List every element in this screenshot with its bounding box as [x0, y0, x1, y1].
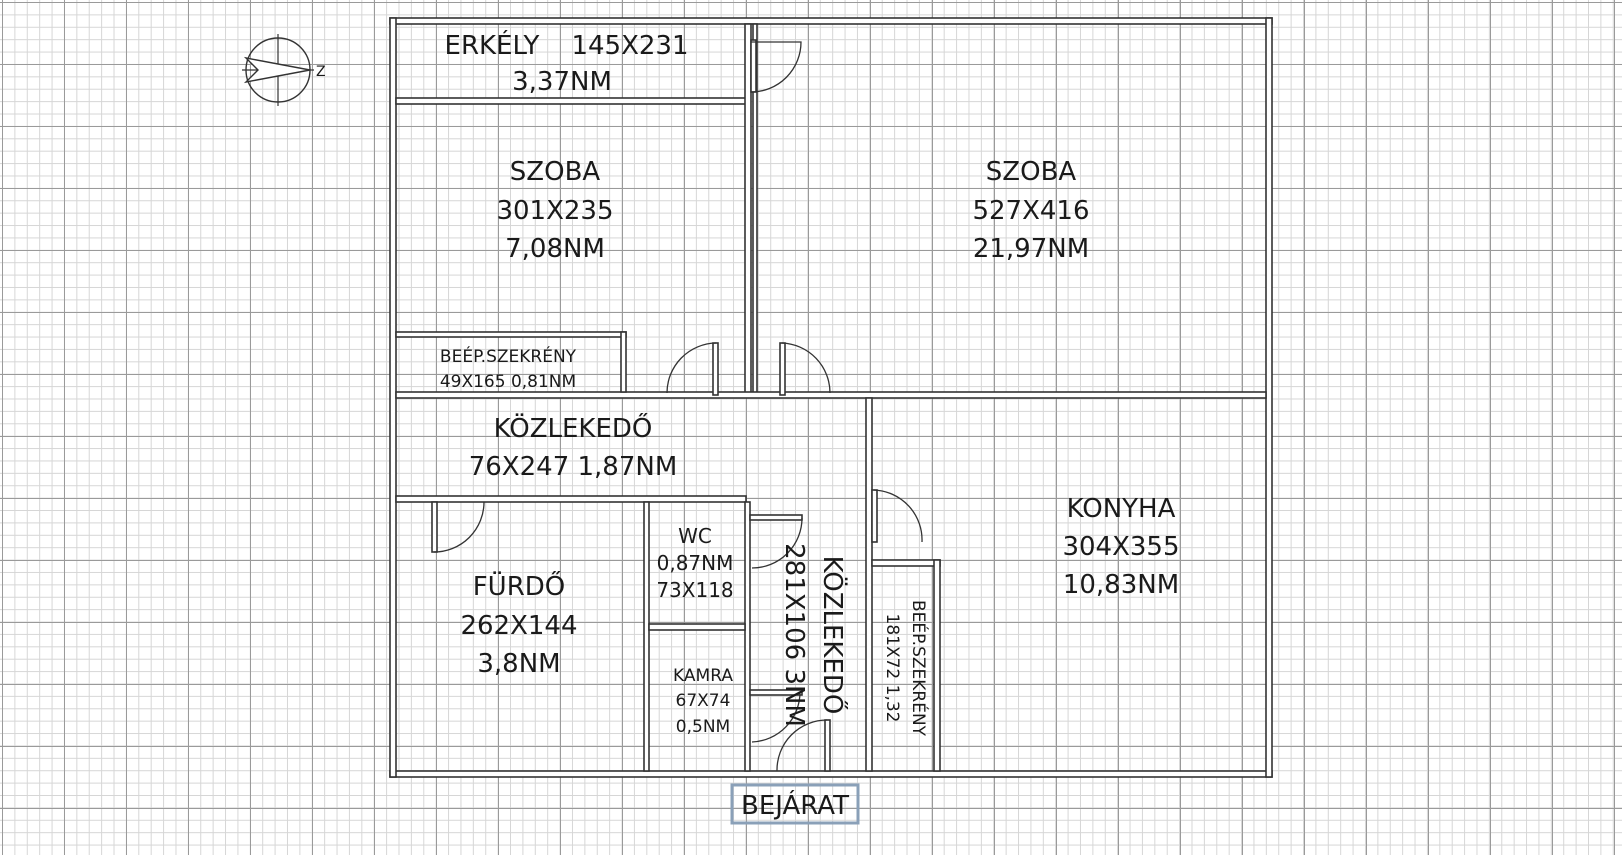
- outer-wall-right: [1266, 18, 1272, 777]
- wall-above-hallway: [396, 392, 1266, 398]
- wc-name: WC: [678, 524, 712, 548]
- door-large-room: [780, 343, 830, 395]
- corridor-name: KÖZLEKEDŐ: [817, 555, 847, 715]
- outer-wall-left: [390, 18, 396, 777]
- pantry-area: 0,5NM: [675, 717, 731, 737]
- side-closet-top: [872, 560, 940, 566]
- kitchen-name: KONYHA: [1066, 494, 1176, 524]
- room-labels: [440, 29, 1180, 737]
- bathroom-area: 3,8NM: [477, 649, 561, 679]
- closet-top-wall: [396, 332, 626, 337]
- hallway-info: 76X247 1,87NM: [468, 452, 678, 482]
- pantry-name: KAMRA: [673, 666, 733, 686]
- large-room-size: 527X416: [972, 196, 1090, 226]
- wall-wc-corridor: [745, 502, 750, 771]
- closet-side-wall: [621, 332, 626, 392]
- pantry-size: 67X74: [675, 691, 731, 711]
- compass: [242, 34, 326, 106]
- kitchen-area: 10,83NM: [1062, 570, 1180, 600]
- outer-wall-top: [390, 18, 1272, 24]
- outer-wall-bottom: [390, 771, 1272, 777]
- bathroom-name: FÜRDŐ: [472, 572, 566, 602]
- large-room-name: SZOBA: [985, 157, 1077, 187]
- entrance-marker: [732, 785, 858, 823]
- hallway-name: KÖZLEKEDŐ: [493, 414, 653, 444]
- small-room-name: SZOBA: [509, 157, 601, 187]
- balcony-name: ERKÉLY: [444, 31, 540, 61]
- compass-letter: Z: [316, 64, 326, 80]
- balcony-area: 3,37NM: [512, 67, 612, 97]
- large-room-area: 21,97NM: [972, 234, 1090, 264]
- balcony-wall: [396, 98, 750, 104]
- wall-wc-pantry: [649, 624, 745, 630]
- small-room-area: 7,08NM: [505, 234, 605, 264]
- door-bathroom: [432, 502, 484, 552]
- bathroom-size: 262X144: [460, 611, 578, 641]
- wc-size: 73X118: [656, 578, 734, 602]
- door-small-room: [667, 343, 718, 395]
- corridor-info: 281X106 3NM: [779, 543, 809, 727]
- hallway-bottom-wall: [396, 496, 746, 502]
- entrance-label: BEJÁRAT: [741, 791, 849, 821]
- door-balcony: [751, 40, 801, 92]
- closet-top-info: 49X165 0,81NM: [439, 372, 577, 392]
- closet-side-info: 181X72 1,32: [882, 613, 902, 723]
- door-kitchen: [872, 490, 922, 542]
- small-room-size: 301X235: [496, 196, 614, 226]
- side-closet-right: [934, 560, 940, 771]
- closet-top-name: BEÉP.SZEKRÉNY: [439, 347, 577, 367]
- wall-kitchen-left: [866, 398, 872, 771]
- wall-left-column: [745, 24, 751, 397]
- kitchen-size: 304X355: [1062, 532, 1180, 562]
- balcony-size: 145X231: [571, 31, 689, 61]
- wc-area: 0,87NM: [656, 551, 734, 575]
- wall-bath-wc: [644, 502, 649, 771]
- closet-side-name: BEÉP.SZEKRÉNY: [908, 599, 928, 737]
